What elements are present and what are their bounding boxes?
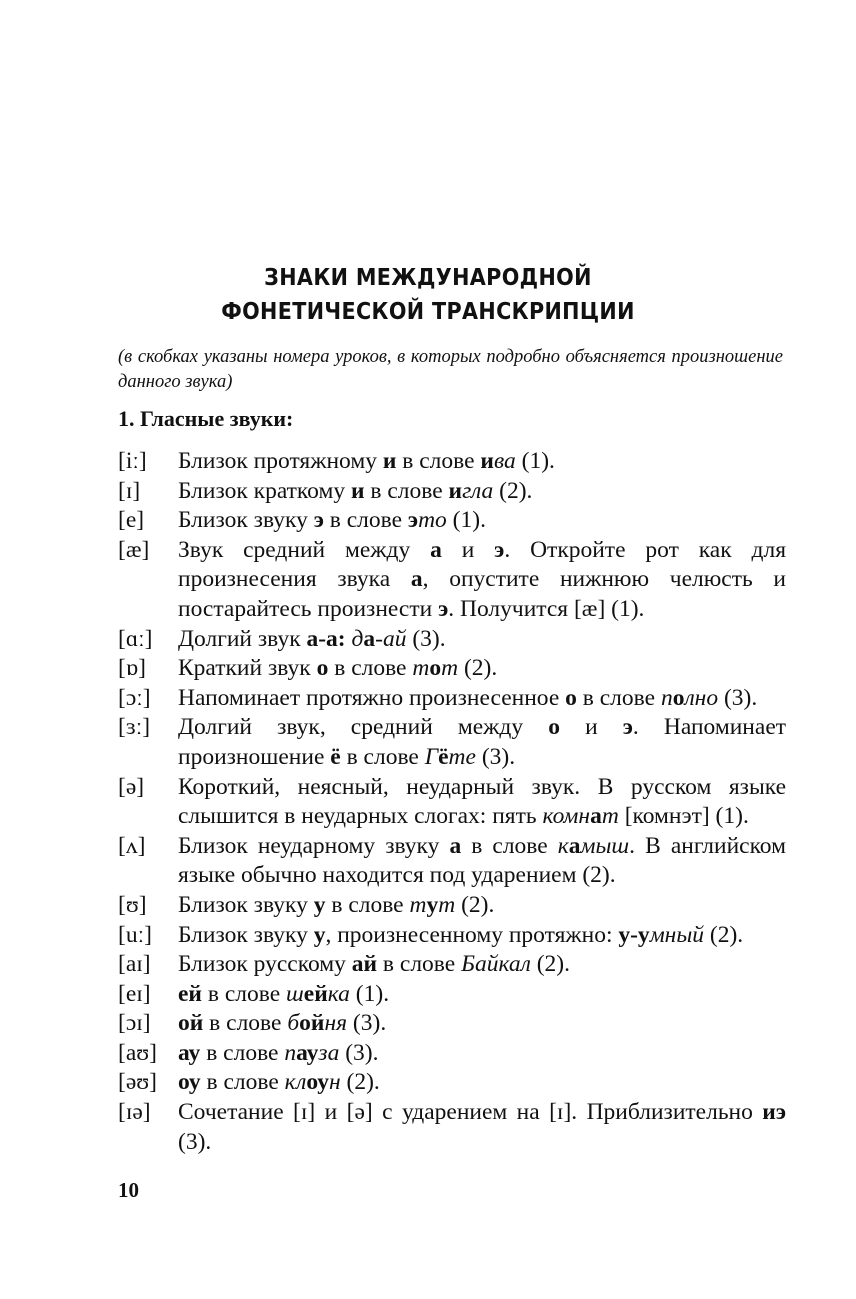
description-segment: ш — [286, 980, 304, 1007]
description-segment: о — [548, 714, 560, 741]
description-segment: в слове — [203, 1010, 288, 1037]
vowel-entry — [118, 713, 786, 772]
description-segment: (1). — [515, 448, 555, 474]
description-segment: а — [430, 536, 442, 563]
description-segment: Г — [424, 743, 439, 770]
vowel-entry — [118, 950, 786, 980]
description-segment: п — [660, 684, 673, 711]
ipa-symbol: [uː] — [118, 921, 152, 948]
description-segment: ей — [303, 980, 328, 1007]
ipa-symbol: [e] — [118, 507, 145, 534]
vowel-description — [178, 921, 786, 951]
description-segment: и — [382, 448, 397, 474]
description-segment: , произнесенному протяжно: — [325, 921, 619, 948]
description-segment: - — [375, 625, 383, 652]
description-segment: Близок звуку — [178, 507, 314, 534]
page-number: 10 — [118, 1178, 139, 1202]
description-segment: Короткий, неясный, неударный звук. В русском языке слышится в неударных слогах: пять — [178, 773, 786, 830]
description-segment: о — [565, 684, 577, 711]
description-segment: н — [328, 1069, 341, 1096]
description-segment: и — [559, 714, 623, 741]
description-segment: лно — [684, 684, 719, 711]
description-segment: э — [407, 507, 419, 534]
description-segment: то — [418, 507, 447, 534]
vowel-entry — [118, 1039, 786, 1069]
description-segment: б — [287, 1010, 300, 1037]
description-segment: и — [350, 477, 365, 504]
vowel-description — [178, 506, 786, 536]
description-segment: (2). — [493, 477, 533, 504]
ipa-symbol: [aɪ] — [118, 951, 151, 978]
description-segment: о — [672, 684, 685, 711]
ipa-symbol: [æ] — [118, 536, 150, 563]
description-segment: (1). — [446, 507, 486, 534]
ipa-symbol: [aʊ] — [118, 1039, 157, 1066]
description-segment: кл — [284, 1069, 307, 1096]
description-segment: (3). — [718, 684, 758, 711]
description-segment: те — [448, 743, 476, 770]
vowel-entry — [118, 1009, 786, 1039]
description-segment: (2). — [455, 891, 495, 918]
description-segment: э — [494, 536, 505, 563]
description-segment: ей — [178, 980, 202, 1007]
intro-note: (в скобках указаны номера уроков, в которых подробно объясняется произношение данного звука) — [118, 347, 783, 392]
description-segment: иэ — [762, 1099, 786, 1126]
description-segment: . Получится [æ] (1). — [448, 595, 645, 622]
description-segment: и — [448, 477, 463, 504]
vowel-list — [118, 447, 786, 1157]
ipa-symbol: [ɑː] — [118, 625, 153, 652]
vowel-entry — [118, 773, 786, 832]
description-segment: т — [441, 655, 459, 682]
description-segment: о — [316, 655, 329, 682]
description-segment: Байкал — [461, 951, 531, 978]
vowel-description — [178, 477, 786, 507]
vowel-entry — [118, 625, 786, 655]
description-segment: . Напоминает произношение — [178, 714, 787, 770]
ipa-symbol: [ə] — [118, 773, 145, 800]
description-segment: Близок звуку — [178, 921, 314, 948]
vowel-entry — [118, 506, 786, 536]
vowel-description — [178, 891, 786, 921]
description-segment: , опустите нижнюю челюсть и постарайтесь произнести — [178, 566, 786, 622]
description-segment: (2). — [458, 655, 498, 682]
description-segment: в слове — [396, 448, 481, 474]
description-segment: Близок русскому — [178, 951, 352, 978]
description-segment: и — [441, 536, 495, 563]
description-segment: у — [313, 921, 326, 948]
vowel-description — [178, 832, 786, 891]
description-segment: гла — [462, 477, 494, 504]
description-segment: Близок неударному звуку — [178, 832, 450, 859]
description-segment: д — [351, 625, 364, 652]
description-segment: Сочетание [ɪ] и [ə] с ударением на [ɪ]. Приблизительно — [178, 1099, 763, 1126]
ipa-symbol: [iː] — [118, 448, 147, 474]
vowel-description — [178, 773, 786, 832]
description-segment: оу — [306, 1069, 329, 1096]
description-segment: у — [313, 891, 326, 918]
description-segment: п — [284, 1039, 297, 1066]
vowel-entry — [118, 684, 786, 714]
vowel-description — [178, 536, 786, 625]
vowel-description — [178, 684, 786, 714]
description-segment: в слове — [328, 655, 413, 682]
description-segment: Долгий звук, средний между — [178, 714, 549, 741]
description-segment: в слове — [323, 507, 408, 534]
vowel-entry — [118, 980, 786, 1010]
description-segment: ой — [299, 1010, 325, 1037]
vowel-entry — [118, 891, 786, 921]
ipa-symbol: [ʌ] — [118, 832, 146, 859]
page-title-line-1: ЗНАКИ МЕЖДУНАРОДНОЙ — [264, 265, 592, 291]
description-segment: (3). — [339, 1039, 379, 1066]
description-segment: в слове — [461, 832, 558, 859]
description-segment: в слове — [364, 477, 449, 504]
description-segment: э — [313, 507, 324, 534]
vowel-entry — [118, 477, 786, 507]
description-segment: и — [480, 448, 494, 474]
ipa-symbol: [ɒ] — [118, 655, 146, 682]
description-segment: Напоминает протяжно произнесенное — [178, 684, 566, 711]
vowel-description — [178, 980, 786, 1010]
vowel-description — [178, 654, 786, 684]
description-segment: (2). — [530, 951, 570, 978]
description-segment: э — [622, 714, 633, 741]
description-segment: ау — [296, 1039, 319, 1066]
description-segment: т — [412, 655, 430, 682]
description-segment: ай — [351, 951, 378, 978]
description-segment: ка — [327, 980, 350, 1007]
vowel-entry — [118, 447, 786, 477]
description-segment: оу — [178, 1069, 201, 1096]
description-segment: к — [557, 832, 569, 859]
description-segment: у — [426, 891, 439, 918]
description-segment: а — [568, 832, 581, 859]
description-segment: в слове — [200, 1039, 285, 1066]
description-segment: в слове — [325, 891, 410, 918]
description-segment: Краткий звук — [178, 655, 317, 682]
vowel-description — [178, 713, 786, 772]
description-segment: . Откройте рот как для произнесения звука — [178, 536, 786, 593]
description-segment: (3). — [347, 1010, 387, 1037]
ipa-symbol: [ɪ] — [118, 477, 141, 504]
vowel-entry — [118, 832, 786, 891]
description-segment: т — [438, 891, 456, 918]
description-segment: ня — [324, 1010, 348, 1037]
description-segment: Звук средний между — [178, 536, 431, 563]
vowel-entry — [118, 536, 786, 625]
section-title: 1. Гласные звуки: — [118, 406, 294, 431]
description-segment: а — [590, 803, 602, 830]
description-segment: т — [601, 803, 619, 830]
description-segment: . В английском языке обычно находится под ударением (2). — [178, 832, 786, 889]
vowel-description — [178, 1009, 786, 1039]
ipa-symbol: [ʊ] — [118, 891, 147, 918]
description-segment: (1). — [349, 980, 390, 1007]
vowel-description — [178, 950, 786, 980]
description-segment: комн — [542, 803, 591, 830]
vowel-description — [178, 1098, 786, 1157]
description-segment: в слове — [576, 684, 661, 711]
description-segment: в слове — [340, 743, 425, 770]
ipa-symbol: [ɔɪ] — [118, 1010, 151, 1037]
description-segment: Близок краткому — [178, 477, 351, 504]
description-segment: за — [318, 1039, 340, 1066]
description-segment: ё — [330, 743, 341, 770]
description-segment: Близок протяжному — [178, 448, 383, 474]
description-segment: в слове — [377, 951, 462, 978]
ipa-symbol: [ɪə] — [118, 1099, 151, 1126]
vowel-description — [178, 625, 786, 655]
description-segment: (3). — [475, 743, 516, 770]
vowel-entry — [118, 1068, 786, 1098]
description-segment: ё — [438, 743, 449, 770]
ipa-symbol: [ɔː] — [118, 684, 151, 711]
description-segment: а — [363, 625, 376, 652]
description-segment: Долгий звук — [178, 625, 307, 652]
ipa-symbol: [əʊ] — [118, 1069, 157, 1096]
ipa-symbol: [ɜː] — [118, 714, 151, 741]
description-segment: (3). — [178, 1128, 212, 1155]
vowel-description — [178, 1068, 786, 1098]
description-segment: (2). — [340, 1069, 380, 1096]
description-segment: у-у — [618, 921, 650, 948]
vowel-entry — [118, 654, 786, 684]
description-segment: о — [429, 655, 442, 682]
vowel-description — [178, 1039, 786, 1069]
ipa-symbol: [eɪ] — [118, 980, 151, 1007]
description-segment: т — [409, 891, 427, 918]
vowel-entry — [118, 1098, 786, 1157]
description-segment: в слове — [200, 1069, 285, 1096]
description-segment: мный — [649, 921, 705, 948]
description-segment: ау — [178, 1039, 201, 1066]
description-segment: а — [449, 832, 462, 859]
description-segment: в слове — [201, 980, 287, 1007]
description-segment: [комнэт] (1). — [618, 803, 749, 830]
description-segment: ой — [178, 1010, 204, 1037]
description-segment: (3). — [406, 625, 446, 652]
description-segment: Близок звуку — [178, 891, 314, 918]
description-segment: (2). — [704, 921, 744, 948]
description-segment: э — [438, 595, 449, 622]
page-title-line-2: ФОНЕТИЧЕСКОЙ ТРАНСКРИПЦИИ — [221, 299, 635, 325]
description-segment: а-а: — [306, 625, 346, 652]
vowel-description — [178, 447, 786, 477]
vowel-entry — [118, 921, 786, 951]
description-segment: а — [410, 566, 423, 593]
description-segment: мыш — [580, 832, 630, 859]
description-segment: ва — [493, 448, 516, 474]
description-segment: ай — [382, 625, 407, 652]
